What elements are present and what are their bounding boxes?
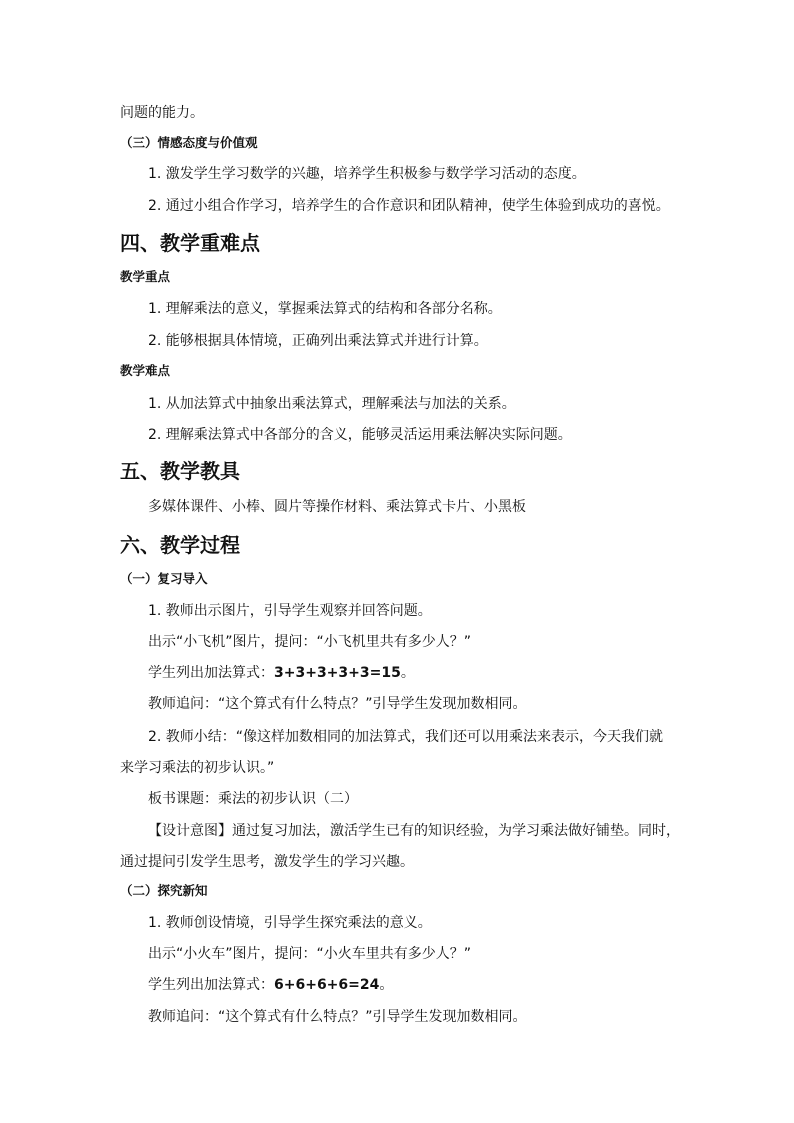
formula-prefix: 学生列出加法算式：	[148, 665, 274, 681]
list-item: 1. 教师出示图片，引导学生观察并回答问题。	[148, 603, 432, 619]
list-item: 1. 教师创设情境，引导学生探究乘法的意义。	[148, 915, 432, 931]
formula: 3+3+3+3+3=15	[274, 665, 401, 681]
paragraph: 教师追问：“这个算式有什么特点？”引导学生发现加数相同。	[148, 696, 527, 712]
list-item: 2. 理解乘法算式中各部分的含义，能够灵活运用乘法解决实际问题。	[148, 427, 572, 443]
formula-paragraph	[148, 663, 415, 683]
section-label-review: （一）复习导入	[120, 571, 208, 586]
paragraph: 教师追问：“这个算式有什么特点？”引导学生发现加数相同。	[148, 1009, 527, 1025]
heading-key-difficult-points: 四、教学重难点	[120, 231, 260, 255]
list-item: 2. 能够根据具体情境，正确列出乘法算式并进行计算。	[148, 333, 488, 349]
formula-prefix: 学生列出加法算式：	[148, 977, 274, 993]
paragraph: 来学习乘法的初步认识。”	[120, 760, 275, 776]
section-label-key-points: 教学重点	[120, 269, 171, 284]
formula-paragraph	[148, 975, 393, 995]
heading-teaching-tools: 五、教学教具	[120, 459, 240, 483]
section-label-difficult-points: 教学难点	[120, 363, 171, 378]
paragraph: 出示“小飞机”图片，提问：“小飞机里共有多少人？”	[148, 634, 472, 650]
section-label-explore: （二）探究新知	[120, 883, 208, 898]
formula: 6+6+6+6=24	[274, 977, 380, 993]
paragraph: 出示“小火车”图片，提问：“小火车里共有多少人？”	[148, 946, 472, 962]
heading-teaching-process: 六、教学过程	[120, 533, 240, 557]
list-item: 1. 理解乘法的意义，掌握乘法算式的结构和各部分名称。	[148, 301, 502, 317]
paragraph: 2. 教师小结：“像这样加数相同的加法算式，我们还可以用乘法来表示，今天我们就	[148, 729, 664, 745]
paragraph-tail: 问题的能力。	[120, 105, 204, 121]
section-label-values: （三）情感态度与价值观	[120, 135, 258, 150]
formula-suffix: 。	[400, 665, 415, 681]
paragraph: 【设计意图】通过复习加法，激活学生已有的知识经验，为学习乘法做好铺垫。同时，	[148, 823, 680, 839]
paragraph: 通过提问引发学生思考，激发学生的学习兴趣。	[120, 854, 414, 870]
list-item: 1. 激发学生学习数学的兴趣，培养学生积极参与数学学习活动的态度。	[148, 166, 586, 182]
tools-text: 多媒体课件、小棒、圆片等操作材料、乘法算式卡片、小黑板	[148, 499, 526, 515]
formula-suffix: 。	[379, 977, 394, 993]
list-item: 1. 从加法算式中抽象出乘法算式，理解乘法与加法的关系。	[148, 396, 516, 412]
list-item: 2. 通过小组合作学习，培养学生的合作意识和团队精神，使学生体验到成功的喜悦。	[148, 198, 670, 214]
paragraph: 板书课题：乘法的初步认识（二）	[148, 791, 358, 807]
